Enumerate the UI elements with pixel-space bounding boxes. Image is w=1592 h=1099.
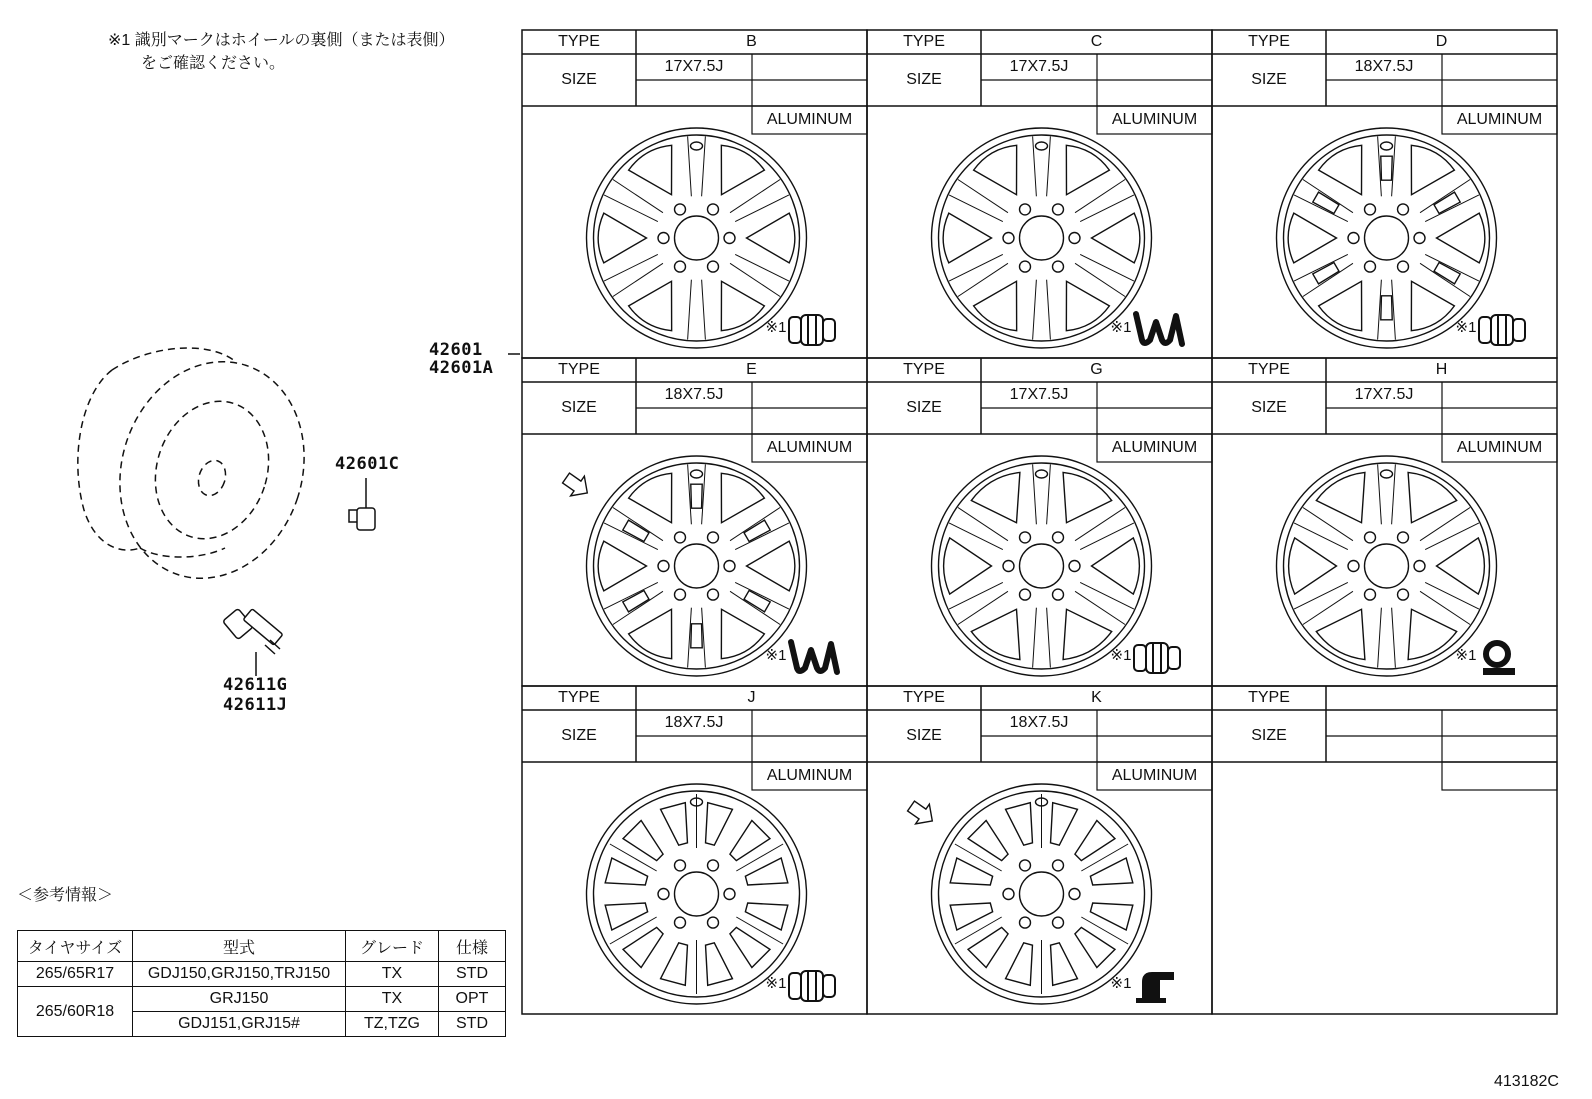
spoke-window: [629, 145, 672, 194]
material-label: ALUMINUM: [766, 767, 853, 784]
valve-hole: [1036, 470, 1048, 478]
type-label: TYPE: [903, 33, 945, 50]
spoke-window: [974, 281, 1017, 330]
spoke-edge: [1080, 582, 1134, 609]
lug-nut: [1348, 233, 1359, 244]
type-label: TYPE: [903, 689, 945, 706]
material-box: [1442, 762, 1557, 790]
lug-nut: [1053, 261, 1064, 272]
material-label: ALUMINUM: [766, 439, 853, 456]
lug-nut: [1348, 561, 1359, 572]
spoke-rib: [1081, 844, 1128, 871]
bolt-mark-part: [1168, 647, 1180, 669]
lug-nut: [1365, 204, 1376, 215]
valve-hole: [1381, 142, 1393, 150]
spoke-slot: [691, 624, 702, 648]
spoke-slot: [1381, 156, 1392, 180]
spoke-window: [706, 943, 733, 985]
spoke-rib: [955, 844, 1002, 871]
lug-nut: [675, 589, 686, 600]
lug-nut: [724, 889, 735, 900]
lug-nut: [675, 860, 686, 871]
type-code: J: [747, 689, 756, 706]
size-value: 18X7.5J: [664, 714, 724, 731]
size-label: SIZE: [906, 71, 942, 88]
spoke-rib: [955, 917, 1002, 944]
lug-nut: [1020, 860, 1031, 871]
lug-nut: [1003, 233, 1014, 244]
spoke-edge: [1033, 608, 1037, 668]
note-mark: ※1: [108, 32, 131, 49]
spoke-rib: [736, 844, 783, 871]
spoke-window: [721, 609, 764, 658]
size-label: SIZE: [561, 399, 597, 416]
size-label: SIZE: [1251, 71, 1287, 88]
ref-cell-size: 265/65R17: [18, 962, 133, 987]
bolt-mark-part: [1513, 319, 1525, 341]
size-label: SIZE: [906, 399, 942, 416]
lug-nut: [1398, 261, 1409, 272]
wheel-rim-inner: [594, 135, 800, 341]
size-label: SIZE: [1251, 399, 1287, 416]
spoke-window: [661, 943, 688, 985]
spoke-edge: [1420, 591, 1470, 624]
size-value: 17X7.5J: [1009, 386, 1069, 403]
size-value: 18X7.5J: [1009, 714, 1069, 731]
wm-logo-mark-icon: [791, 642, 837, 672]
spoke-window: [721, 145, 764, 194]
spoke-edge: [1378, 608, 1382, 668]
lug-nut: [1003, 561, 1014, 572]
ref-header-spec: 仕様: [439, 931, 506, 962]
lug-nut: [708, 261, 719, 272]
valve-hole: [691, 142, 703, 150]
size-value: 18X7.5J: [664, 386, 724, 403]
lug-nut: [1414, 233, 1425, 244]
spoke-edge: [1420, 179, 1470, 212]
type-code: E: [746, 361, 757, 378]
type-label: TYPE: [1248, 33, 1290, 50]
lug-nut: [1020, 261, 1031, 272]
valve-hole: [1036, 142, 1048, 150]
spoke-window: [1288, 213, 1336, 263]
valve-hole: [1381, 470, 1393, 478]
lug-nut: [1053, 589, 1064, 600]
mark-label: ※1: [765, 647, 787, 664]
spoke-window: [971, 472, 1020, 522]
type-code: D: [1435, 33, 1448, 50]
type-code: G: [1090, 361, 1103, 378]
bolt-mark-icon: [1134, 643, 1180, 673]
bolt-mark-part: [1491, 315, 1513, 345]
spoke-window: [1437, 213, 1485, 263]
spoke-edge: [1303, 263, 1353, 296]
reference-title: ＜参考情報＞: [17, 887, 114, 904]
ref-cell-size: 265/60R18: [18, 987, 133, 1037]
bolt-mark-part: [801, 315, 823, 345]
wheel-hub: [1020, 872, 1064, 916]
wm-logo-stroke: [791, 642, 837, 672]
ring-mark-part: [1486, 643, 1508, 665]
spoke-edge: [1075, 507, 1125, 540]
ref-header-grade: グレード: [346, 931, 439, 962]
spoke-window: [1411, 281, 1454, 330]
spoke-window: [1092, 213, 1140, 263]
spoke-window: [1063, 472, 1112, 522]
spoke-edge: [730, 179, 780, 212]
size-value: 17X7.5J: [1354, 386, 1414, 403]
type-code: [1326, 686, 1557, 710]
wheel-rim-inner: [1284, 463, 1490, 669]
lug-nut: [1414, 561, 1425, 572]
ref-cell-spec: STD: [439, 962, 506, 987]
spoke-window: [747, 541, 795, 591]
spoke-window: [1411, 145, 1454, 194]
ring-mark-base: [1483, 668, 1515, 675]
mark-label: ※1: [1455, 647, 1477, 664]
lug-nut: [1398, 532, 1409, 543]
lug-nut: [708, 532, 719, 543]
lug-nut: [1069, 561, 1080, 572]
part-number-valve2: 42611J: [223, 695, 288, 715]
lug-nut: [675, 261, 686, 272]
ref-cell-grade: TX: [346, 987, 439, 1012]
spoke-edge: [1047, 608, 1051, 668]
spoke-edge: [1425, 523, 1479, 550]
mark-label: ※1: [1110, 647, 1132, 664]
wheel-rim-inner: [594, 463, 800, 669]
lug-nut: [708, 917, 719, 928]
lug-nut: [1365, 532, 1376, 543]
spoke-edge: [613, 591, 663, 624]
spoke-window: [1092, 538, 1140, 594]
wheel-hub: [1020, 216, 1064, 260]
spoke-edge: [702, 280, 706, 340]
lug-nut: [1020, 532, 1031, 543]
type-label: TYPE: [903, 361, 945, 378]
lug-nut: [1365, 589, 1376, 600]
spoke-edge: [1420, 263, 1470, 296]
size-label: SIZE: [1251, 727, 1287, 744]
spoke-window: [598, 541, 646, 591]
type-label: TYPE: [558, 361, 600, 378]
ref-cell-spec: OPT: [439, 987, 506, 1012]
material-label: ALUMINUM: [1111, 111, 1198, 128]
lug-nut: [1020, 917, 1031, 928]
pointer-arrow-shape: [904, 796, 939, 831]
ref-header-size: タイヤサイズ: [18, 931, 133, 962]
part-number-wheel-alt: 42601A: [429, 358, 494, 378]
part-number-cap: 42601C: [335, 454, 400, 474]
mark-label: ※1: [1110, 975, 1132, 992]
wheel-hub: [675, 216, 719, 260]
type-code: C: [1090, 33, 1103, 50]
part-number-wheel: 42601: [429, 340, 483, 360]
type-label: TYPE: [1248, 361, 1290, 378]
lug-nut: [675, 917, 686, 928]
lug-nut: [1003, 889, 1014, 900]
spoke-edge: [613, 263, 663, 296]
mark-label: ※1: [765, 975, 787, 992]
material-label: ALUMINUM: [766, 111, 853, 128]
spoke-window: [1066, 145, 1109, 194]
bolt-mark-part: [823, 975, 835, 997]
spoke-window: [1006, 803, 1033, 845]
type-code: H: [1435, 361, 1448, 378]
spoke-edge: [1303, 507, 1353, 540]
wheel-hub: [1365, 544, 1409, 588]
boot-mark-shape: [1142, 972, 1174, 1002]
bolt-mark-part: [823, 319, 835, 341]
ref-cell-spec: STD: [439, 1012, 506, 1037]
boot-mark-icon: [1136, 972, 1174, 1003]
lug-nut: [708, 589, 719, 600]
spoke-window: [1063, 609, 1112, 659]
spoke-edge: [1420, 507, 1470, 540]
spoke-rib: [736, 917, 783, 944]
lug-nut: [1069, 889, 1080, 900]
spoke-edge: [1047, 280, 1051, 340]
material-label: ALUMINUM: [1456, 439, 1543, 456]
spoke-window: [661, 803, 688, 845]
lug-nut: [1365, 261, 1376, 272]
ref-cell-grade: TX: [346, 962, 439, 987]
spoke-window: [1316, 609, 1365, 659]
spoke-window: [1051, 803, 1078, 845]
pointer-arrow-icon: [559, 468, 594, 503]
bolt-mark-part: [801, 971, 823, 1001]
size-value: 18X7.5J: [1354, 58, 1414, 75]
wheel-hub: [675, 544, 719, 588]
type-code: K: [1091, 689, 1102, 706]
spoke-window: [629, 473, 672, 522]
spoke-edge: [1303, 591, 1353, 624]
spoke-edge: [949, 582, 1003, 609]
spoke-window: [629, 281, 672, 330]
note-line1: 識別マークはホイールの裏側（または表側）: [134, 32, 455, 49]
lug-nut: [1020, 589, 1031, 600]
spoke-window: [629, 609, 672, 658]
spoke-edge: [1075, 591, 1125, 624]
wheel-hub: [1020, 544, 1064, 588]
spoke-window: [747, 213, 795, 263]
spoke-window: [971, 609, 1020, 659]
spoke-edge: [1075, 263, 1125, 296]
spoke-window: [944, 538, 992, 594]
spoke-edge: [1303, 179, 1353, 212]
lug-nut: [708, 860, 719, 871]
spoke-edge: [1392, 608, 1396, 668]
mark-label: ※1: [1455, 319, 1477, 336]
mark-label: ※1: [765, 319, 787, 336]
spoke-edge: [1075, 179, 1125, 212]
spoke-window: [1066, 281, 1109, 330]
type-label: TYPE: [558, 689, 600, 706]
spoke-edge: [730, 591, 780, 624]
spoke-edge: [1080, 523, 1134, 550]
mark-label: ※1: [1110, 319, 1132, 336]
spoke-window: [721, 473, 764, 522]
spoke-edge: [958, 179, 1008, 212]
lug-nut: [1053, 917, 1064, 928]
valve-hole: [691, 470, 703, 478]
wheel-rim-inner: [939, 135, 1145, 341]
lug-nut: [675, 532, 686, 543]
ref-cell-model: GDJ150,GRJ150,TRJ150: [133, 962, 346, 987]
spoke-window: [598, 213, 646, 263]
figure-id: 413182C: [1494, 1073, 1559, 1090]
spoke-edge: [1294, 582, 1348, 609]
size-value: 17X7.5J: [1009, 58, 1069, 75]
spoke-slot: [691, 484, 702, 508]
wm-logo-mark-icon: [1136, 314, 1182, 344]
ref-cell-model: GRJ150: [133, 987, 346, 1012]
spoke-slot: [1381, 296, 1392, 320]
lug-nut: [658, 233, 669, 244]
spoke-edge: [730, 263, 780, 296]
spoke-window: [1408, 472, 1457, 522]
spoke-window: [1408, 609, 1457, 659]
lug-nut: [1398, 589, 1409, 600]
material-label: ALUMINUM: [1456, 111, 1543, 128]
spoke-edge: [958, 507, 1008, 540]
spoke-window: [943, 213, 991, 263]
bolt-mark-icon: [789, 315, 835, 345]
wheel-rim-inner: [939, 463, 1145, 669]
size-label: SIZE: [906, 727, 942, 744]
lug-nut: [1398, 204, 1409, 215]
size-value: 17X7.5J: [664, 58, 724, 75]
spoke-window: [1319, 281, 1362, 330]
bolt-mark-icon: [789, 971, 835, 1001]
spoke-edge: [730, 507, 780, 540]
part-number-valve1: 42611G: [223, 675, 288, 695]
spoke-edge: [958, 263, 1008, 296]
spoke-rib: [1081, 917, 1128, 944]
ref-cell-model: GDJ151,GRJ15#: [133, 1012, 346, 1037]
type-label: TYPE: [558, 33, 600, 50]
lug-nut: [658, 889, 669, 900]
spoke-window: [1316, 472, 1365, 522]
spoke-edge: [688, 280, 692, 340]
spoke-rib: [610, 917, 657, 944]
bolt-mark-icon: [1479, 315, 1525, 345]
spoke-edge: [1033, 280, 1037, 340]
lug-nut: [724, 233, 735, 244]
wheel-hub: [1365, 216, 1409, 260]
wm-logo-stroke: [1136, 314, 1182, 344]
spoke-edge: [1294, 523, 1348, 550]
spoke-rib: [610, 844, 657, 871]
lug-nut: [1053, 532, 1064, 543]
ref-header-model: 型式: [133, 931, 346, 962]
spoke-window: [1319, 145, 1362, 194]
spoke-window: [974, 145, 1017, 194]
spoke-edge: [1425, 582, 1479, 609]
spoke-edge: [949, 523, 1003, 550]
size-label: SIZE: [561, 71, 597, 88]
lug-nut: [708, 204, 719, 215]
wheel-rim-inner: [1284, 135, 1490, 341]
material-label: ALUMINUM: [1111, 439, 1198, 456]
ref-cell-grade: TZ,TZG: [346, 1012, 439, 1037]
lug-nut: [675, 204, 686, 215]
lug-nut: [1020, 204, 1031, 215]
spoke-edge: [613, 507, 663, 540]
lug-nut: [724, 561, 735, 572]
spoke-window: [1437, 538, 1485, 594]
spoke-window: [706, 803, 733, 845]
spoke-window: [721, 281, 764, 330]
spoke-edge: [613, 179, 663, 212]
pointer-arrow-shape: [559, 468, 594, 503]
ring-mark-icon: [1483, 643, 1515, 675]
spoke-edge: [958, 591, 1008, 624]
spoke-window: [1289, 538, 1337, 594]
bolt-mark-part: [1146, 643, 1168, 673]
type-label: TYPE: [1248, 689, 1290, 706]
pointer-arrow-icon: [904, 796, 939, 831]
material-label: ALUMINUM: [1111, 767, 1198, 784]
lug-nut: [1053, 204, 1064, 215]
note-line2: をご確認ください。: [141, 55, 286, 72]
spoke-window: [1006, 943, 1033, 985]
lug-nut: [1053, 860, 1064, 871]
size-value: [1326, 710, 1442, 736]
lug-nut: [658, 561, 669, 572]
wheel-hub: [675, 872, 719, 916]
boot-mark-base: [1136, 998, 1166, 1003]
lug-nut: [1069, 233, 1080, 244]
type-code: B: [746, 33, 757, 50]
size-label: SIZE: [561, 727, 597, 744]
spoke-window: [1051, 943, 1078, 985]
